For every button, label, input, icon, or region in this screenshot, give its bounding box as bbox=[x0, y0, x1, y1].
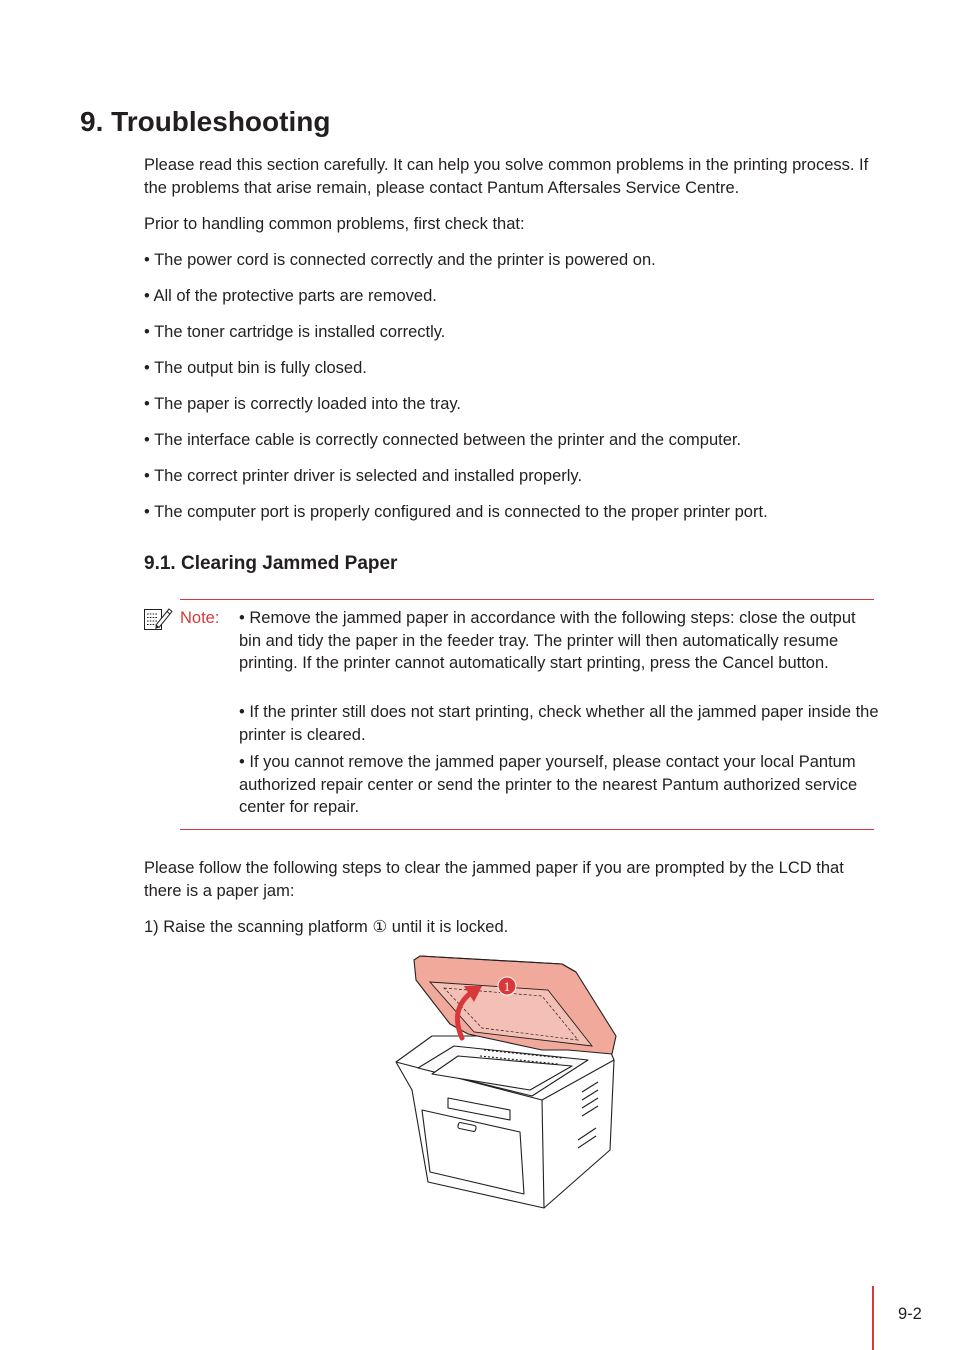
intro-paragraph: Please read this section carefully. It can help you solve common problems in the printing process. If the problems that arise remain, please contact Pantum Aftersales Service Centre. bbox=[144, 156, 869, 197]
checklist-item: • All of the protective parts are removed. bbox=[144, 287, 437, 305]
checklist-item: • The paper is correctly loaded into the tray. bbox=[144, 395, 461, 413]
figure-callout-number: 1 bbox=[503, 979, 511, 994]
checklist-item: • The correct printer driver is selected and installed properly. bbox=[144, 467, 583, 485]
checklist-item: • The computer port is properly configured and is connected to the proper printer port. bbox=[144, 503, 768, 521]
printer-illustration bbox=[392, 950, 632, 1212]
note-label: Note: bbox=[180, 609, 220, 627]
note-item: • Remove the jammed paper in accordance with the following steps: close the output bin and tidy the paper in the feeder tray. The printer will then automatically resume printing. If the printer cannot automatically start printing, press the Cancel button. bbox=[239, 609, 856, 672]
follow-steps-text: Please follow the following steps to clear the jammed paper if you are prompted by the LCD that there is a paper jam: bbox=[144, 859, 844, 900]
checklist-item: • The toner cartridge is installed correctly. bbox=[144, 323, 446, 341]
note-item: • If the printer still does not start printing, check whether all the jammed paper inside the printer is cleared. bbox=[239, 703, 879, 744]
note-item: • If you cannot remove the jammed paper yourself, please contact your local Pantum authorized repair center or send the printer to the nearest Pantum authorized service center for repair. bbox=[239, 753, 858, 816]
note-pencil-icon bbox=[143, 605, 173, 631]
step-1-text: 1) Raise the scanning platform ① until it is locked. bbox=[144, 918, 509, 936]
prior-check-text: Prior to handling common problems, first check that: bbox=[144, 215, 525, 233]
checklist-item: • The power cord is connected correctly and the printer is powered on. bbox=[144, 251, 656, 269]
note-top-rule bbox=[180, 599, 874, 600]
note-bottom-rule bbox=[180, 829, 874, 830]
checklist-item: • The output bin is fully closed. bbox=[144, 359, 367, 377]
page-title: 9. Troubleshooting bbox=[80, 106, 331, 137]
section-title: 9.1. Clearing Jammed Paper bbox=[144, 553, 398, 574]
page-footer-rule bbox=[872, 1286, 874, 1350]
checklist-item: • The interface cable is correctly connected between the printer and the computer. bbox=[144, 431, 742, 449]
page-number: 9-2 bbox=[898, 1305, 922, 1323]
